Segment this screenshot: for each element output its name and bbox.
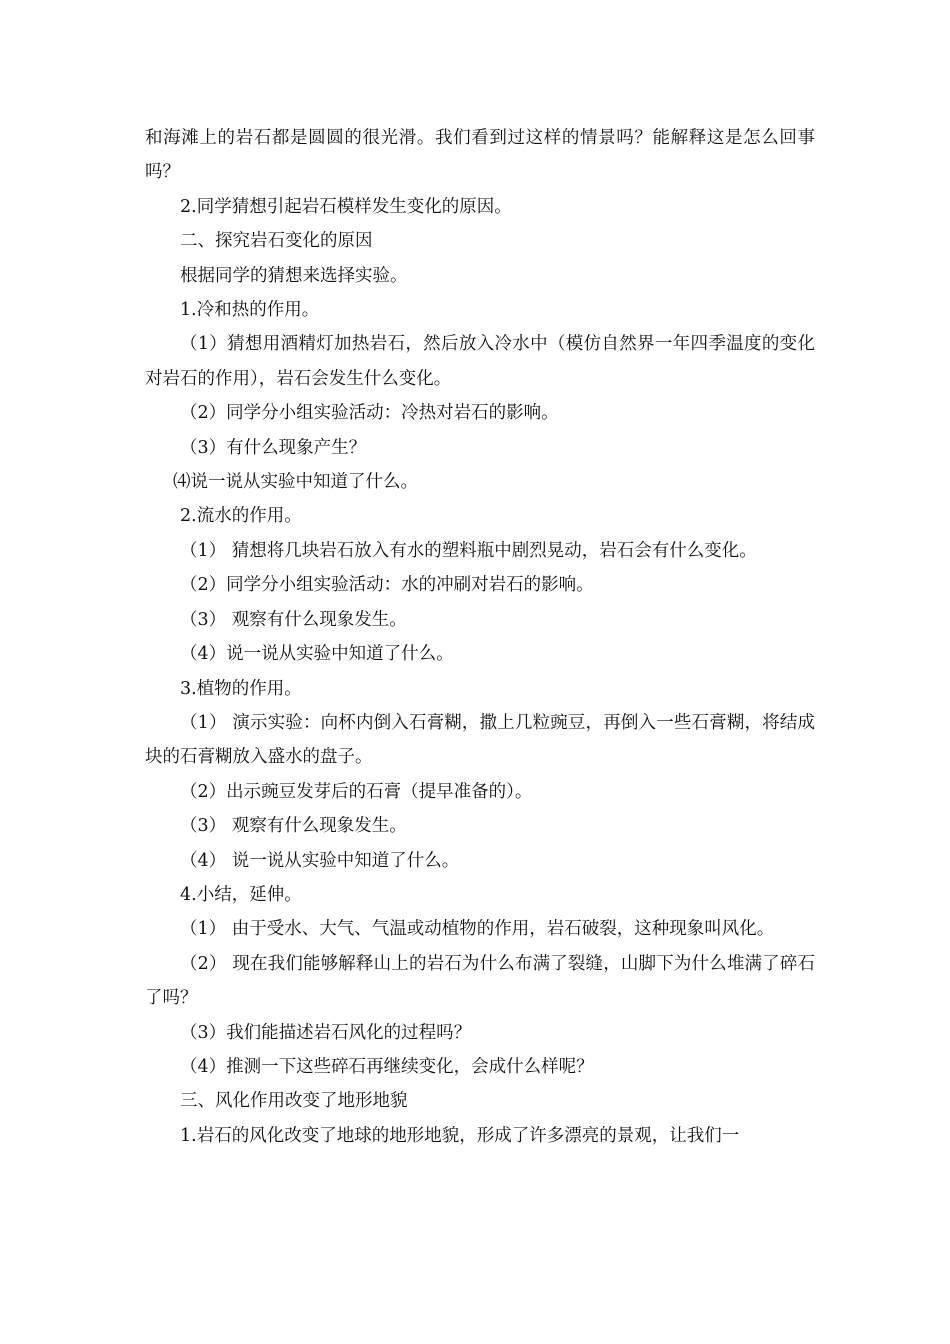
paragraph: （2） 现在我们能够解释山上的岩石为什么布满了裂缝，山脚下为什么堆满了碎石了吗？ bbox=[145, 953, 815, 1009]
paragraph: （2）出示豌豆发芽后的石膏（提早准备的）。 bbox=[180, 781, 533, 802]
paragraph: （4）说一说从实验中知道了什么。 bbox=[180, 644, 454, 665]
paragraph: 二、探究岩石变化的原因 bbox=[180, 231, 373, 252]
paragraph: 2.流水的作用。 bbox=[180, 506, 302, 527]
paragraph: （3）有什么现象产生？ bbox=[180, 437, 367, 458]
paragraph: 1.冷和热的作用。 bbox=[180, 300, 320, 321]
paragraph: 2.同学猜想引起岩石模样发生变化的原因。 bbox=[180, 196, 512, 217]
paragraph: （1） 由于受水、大气、气温或动植物的作用，岩石破裂，这种现象叫风化。 bbox=[180, 919, 775, 940]
paragraph: 三、风化作用改变了地形地貌 bbox=[180, 1091, 408, 1112]
paragraph: （3） 观察有什么现象发生。 bbox=[180, 816, 407, 837]
paragraph: 和海滩上的岩石都是圆圆的很光滑。我们看到过这样的情景吗？能解释这是怎么回事吗？ bbox=[145, 128, 815, 183]
paragraph: 3.植物的作用。 bbox=[180, 678, 302, 699]
paragraph: （3）我们能描述岩石风化的过程吗？ bbox=[180, 1022, 472, 1043]
paragraph: （4）推测一下这些碎石再继续变化，会成什么样呢？ bbox=[180, 1056, 594, 1077]
paragraph: （1）猜想用酒精灯加热岩石，然后放入冷水中（模仿自然界一年四季温度的变化对岩石的作用），岩石会发生什么变化。 bbox=[145, 334, 815, 389]
paragraph: （2）同学分小组实验活动：冷热对岩石的影响。 bbox=[180, 403, 559, 424]
paragraph: （1） 猜想将几块岩石放入有水的塑料瓶中剧烈晃动，岩石会有什么变化。 bbox=[180, 540, 757, 561]
paragraph: 1.岩石的风化改变了地球的地形地貌，形成了许多漂亮的景观，让我们一 bbox=[180, 1125, 740, 1146]
paragraph: （4） 说一说从实验中知道了什么。 bbox=[180, 850, 460, 871]
paragraph: （2）同学分小组实验活动：水的冲刷对岩石的影响。 bbox=[180, 575, 594, 596]
paragraph: 根据同学的猜想来选择实验。 bbox=[180, 265, 408, 286]
document-body bbox=[145, 121, 815, 1153]
paragraph: ⑷说一说从实验中知道了什么。 bbox=[173, 472, 418, 493]
paragraph: （3） 观察有什么现象发生。 bbox=[180, 609, 407, 630]
paragraph: （1） 演示实验：向杯内倒入石膏糊，撒上几粒豌豆，再倒入一些石膏糊，将结成块的石膏糊放入盛水的盘子。 bbox=[145, 712, 815, 768]
paragraph: 4.小结，延伸。 bbox=[180, 884, 302, 905]
